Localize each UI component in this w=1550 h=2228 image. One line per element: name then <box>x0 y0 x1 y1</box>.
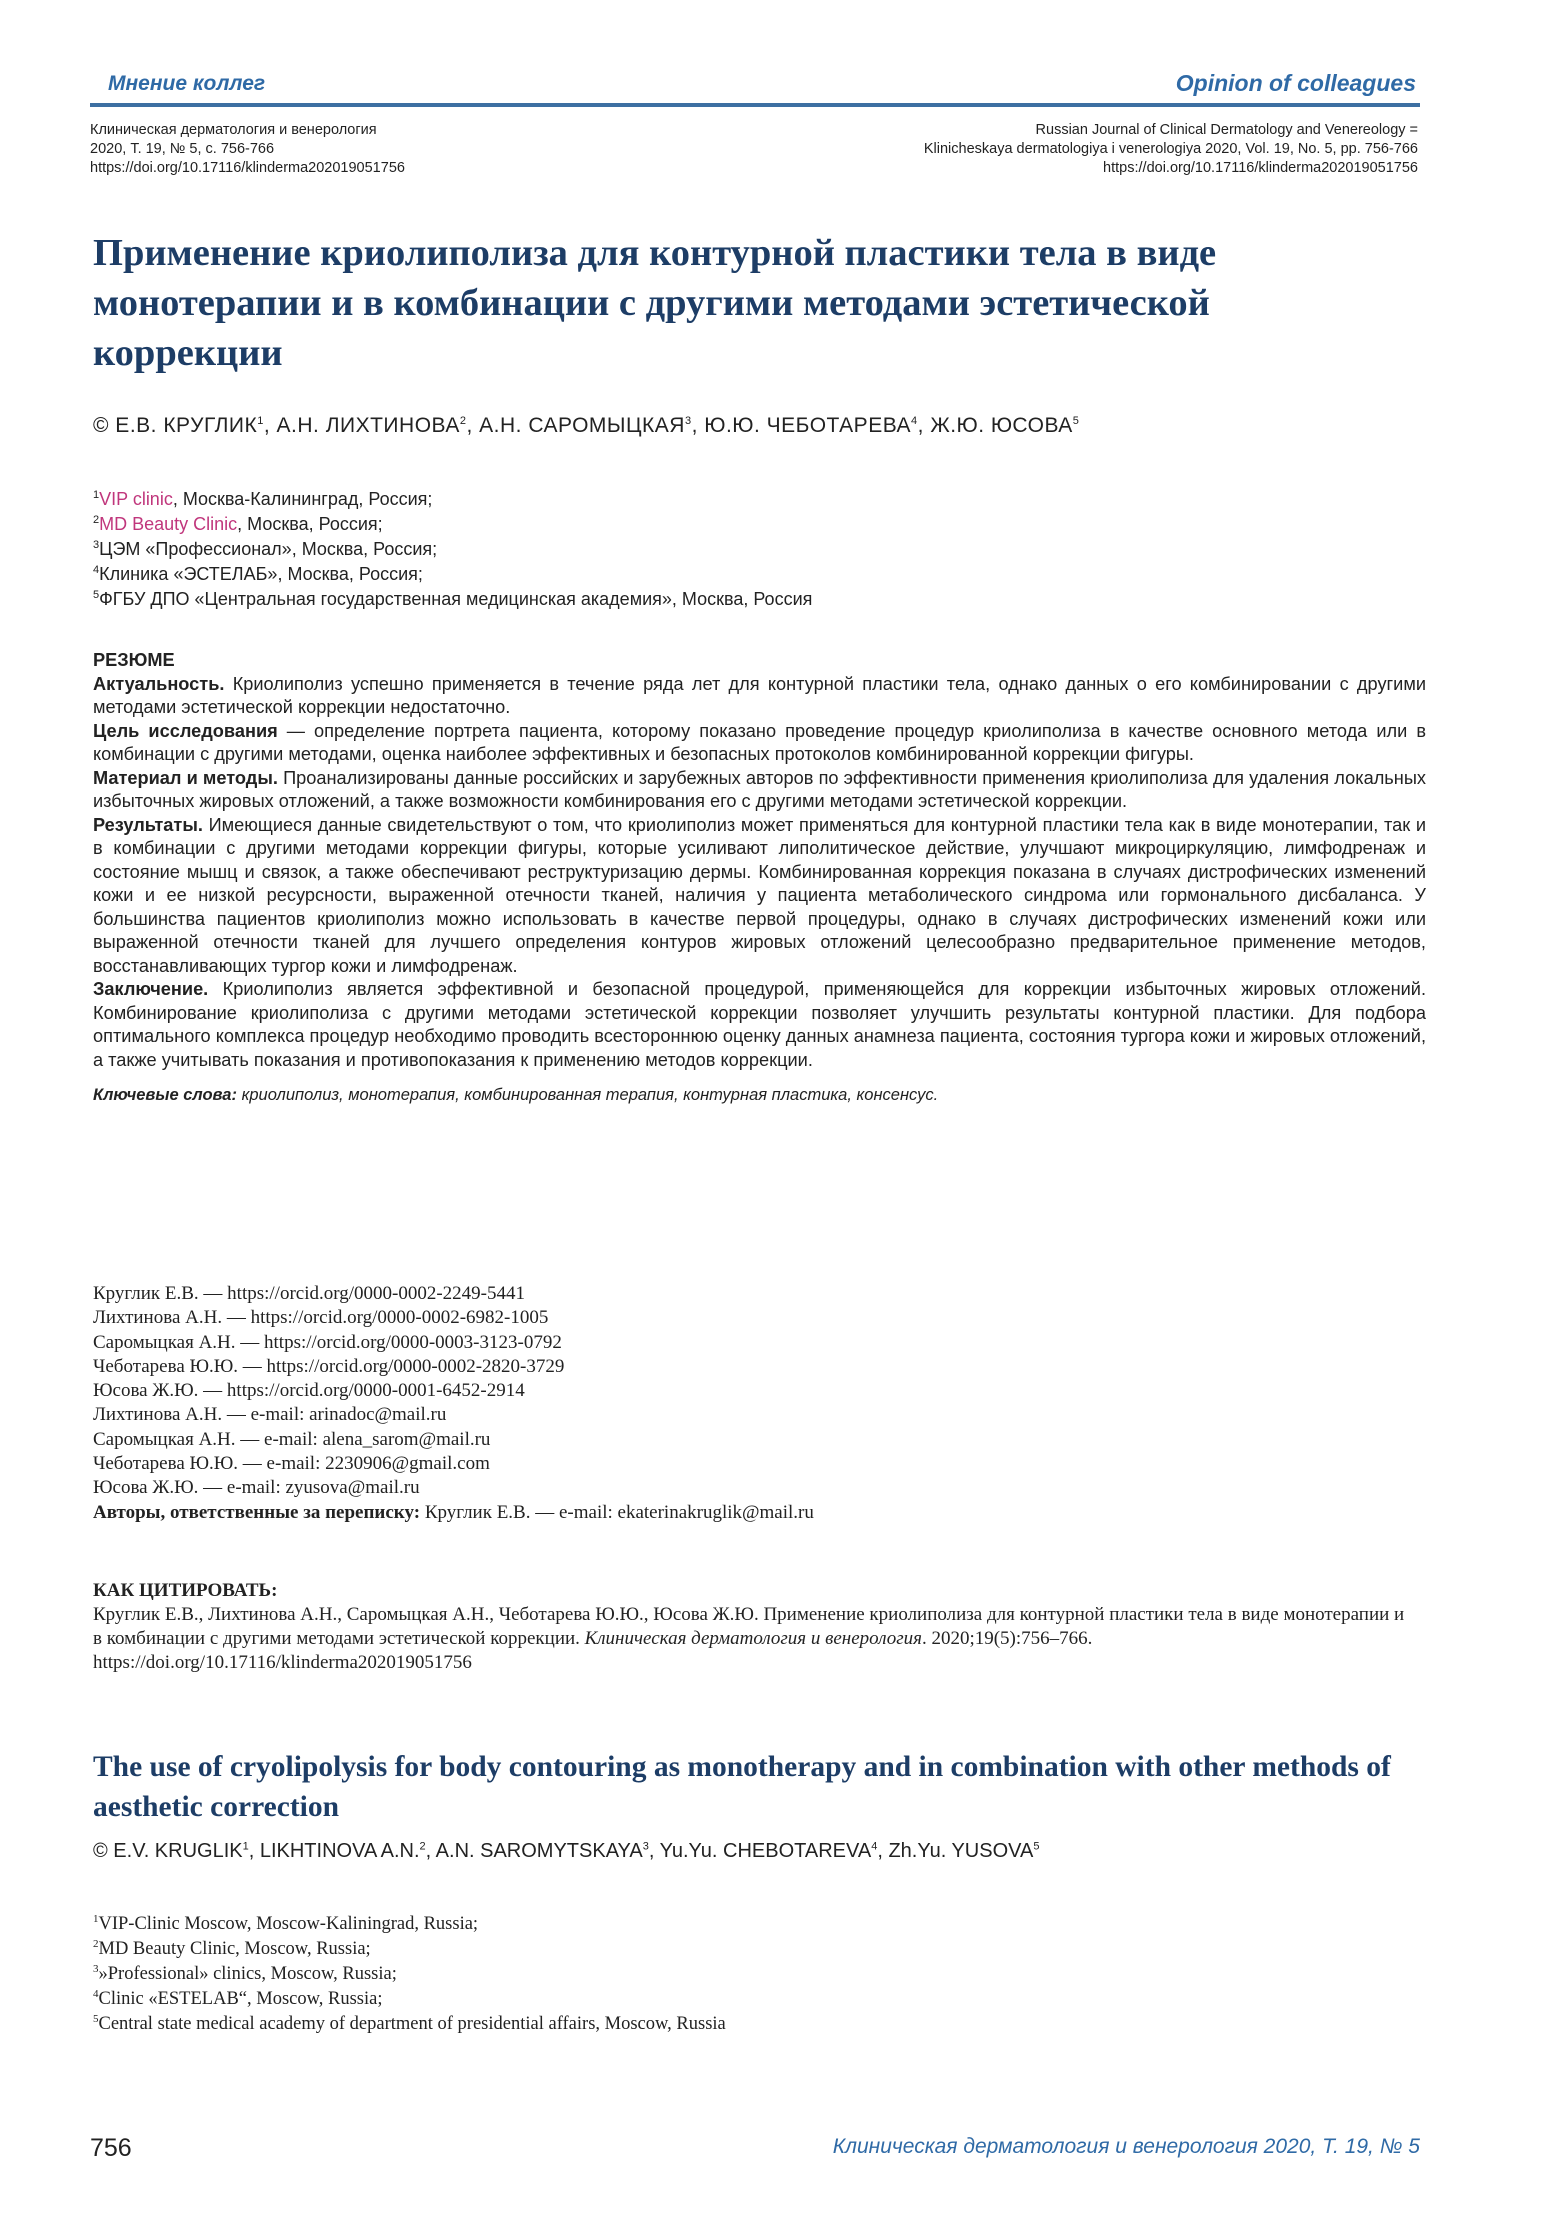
journal-meta-en <box>924 121 1418 178</box>
section-label: Мнение коллег <box>108 72 266 95</box>
authors-en: © E.V. KRUGLIK$^1$, LIKHTINOVA A.N.$^2$, A.N. SAROMYTSKAYA$^3$, Yu.Yu. CHEBOTAREVA$^4$, Zh.Yu. YUSOVA$^5$ <box>93 1840 1040 1862</box>
doi-link-ru[interactable]: https://doi.org/10.17116/klinderma202019051756 <box>90 160 405 176</box>
author-name: , Yu.Yu. CHEBOTAREVA <box>648 1840 872 1862</box>
article-title-en: The use of cryolipolysis for body contouring as monotherapy and in combination with other methods of aesthetic correction <box>93 1751 1391 1823</box>
author-name: , Ж.Ю. ЮСОВА <box>917 414 1073 437</box>
affiliation-item: $^1$VIP clinic, Москва-Калининград, Россия; <box>93 489 433 509</box>
author-name: , А.Н. ЛИХТИНОВА <box>263 414 460 437</box>
issue-info-en: Klinicheskaya dermatologiya i venerologiya 2020, Vol. 19, No. 5, pp. 756-766 <box>923 141 1418 157</box>
how-to-cite <box>93 1579 1413 1675</box>
citation-text: Круглик Е.В., Лихтинова А.Н., Саромыцкая А.Н., Чеботарева Ю.Ю., Юсова Ж.Ю. Применение криолиполиза для контурной пластики тела в виде монотерапии и в комбинации с другими методами эстетической коррекции. Клиническая дерматология и венерология. 2020;19(5):756–766. https://doi.org/10.17116/klinderma202019051756 <box>93 1604 1405 1673</box>
affiliations-ru <box>93 487 812 612</box>
abstract-conclusion: Заключение. Криолиполиз является эффективной и безопасной процедурой, применяющейся для коррекции избыточных жировых отложений. Комбинирование криолиполиза с другими методами эстетической коррекции позволяет улучшить результаты контурной пластики. Для подбора оптимального комплекса процедур необходимо проводить всестороннюю оценку данных анамнеза пациента, состояния тургора кожи и жировых отложений, а также учитывать показания и противопоказания к применению методов коррекции. <box>93 979 1426 1070</box>
author-name: , A.N. SAROMYTSKAYA <box>425 1840 643 1862</box>
page-number: 756 <box>90 2134 132 2162</box>
orcid-line[interactable]: Круглик Е.В. — https://orcid.org/0000-0002-2249-5441 <box>93 1283 525 1304</box>
author-affil-num: 4 <box>911 415 918 427</box>
affiliations-en <box>93 1912 726 2037</box>
email-line[interactable]: Юсова Ж.Ю. — e-mail: zyusova@mail.ru <box>93 1477 420 1499</box>
abstract-heading: РЕЗЮМЕ <box>93 650 175 670</box>
affiliation-item: $^4$Клиника «ЭСТЕЛАБ», Москва, Россия; <box>93 564 423 584</box>
affiliation-item: $^5$Central state medical academy of department of presidential affairs, Moscow, Russia <box>93 2012 726 2034</box>
author-affil-num: 1 <box>257 415 264 427</box>
orcid-line[interactable]: Чеботарева Ю.Ю. — https://orcid.org/0000-0002-2820-3729 <box>93 1355 565 1377</box>
section-label-en: Opinion of colleagues <box>1175 70 1416 96</box>
authors-ru <box>93 414 1079 438</box>
abstract-methods: Материал и методы. Проанализированы данные российских и зарубежных авторов по эффективности применения криолиполиза для удаления локальных избыточных жировых отложений, а также возможности комбинирования его с другими методами эстетической коррекции. <box>93 767 1426 811</box>
journal-name-ru: Клиническая дерматология и венерология <box>90 122 377 138</box>
author-contacts <box>93 1282 814 1525</box>
affiliation-item: $^3$ЦЭМ «Профессионал», Москва, Россия; <box>93 539 438 559</box>
doi-link-en[interactable]: https://doi.org/10.17116/klinderma202019051756 <box>1103 160 1418 176</box>
abstract <box>93 649 1426 1108</box>
affiliation-item: $^5$ФГБУ ДПО «Центральная государственная медицинская академия», Москва, Россия <box>93 589 813 609</box>
affiliation-item: $^2$MD Beauty Clinic, Москва, Россия; <box>93 514 383 534</box>
affiliation-item: $^1$VIP-Clinic Moscow, Moscow-Kaliningrad, Russia; <box>93 1912 479 1934</box>
article-title-ru: Применение криолиполиза для контурной пластики тела в виде монотерапии и в комбинации с другими методами эстетической коррекции <box>93 232 1217 374</box>
orcid-line[interactable]: Саромыцкая А.Н. — https://orcid.org/0000-0003-3123-0792 <box>93 1331 562 1353</box>
cite-heading: КАК ЦИТИРОВАТЬ: <box>93 1580 278 1601</box>
affiliation-item: $^3$»Professional» clinics, Moscow, Russia; <box>93 1962 397 1984</box>
author-name: , LIKHTINOVA A.N. <box>248 1840 420 1862</box>
header-rule <box>90 103 1420 107</box>
author-name: , Ю.Ю. ЧЕБОТАРЕВА <box>691 414 912 437</box>
author-affil-num: 3 <box>684 415 692 427</box>
author-name: , Zh.Yu. YUSOVA <box>877 1840 1034 1862</box>
issue-info-ru: 2020, Т. 19, № 5, с. 756-766 <box>90 141 275 157</box>
author-affil-num: 5 <box>1072 415 1080 427</box>
journal-name-en: Russian Journal of Clinical Dermatology and Venereology = <box>1035 122 1418 138</box>
affiliation-item: $^4$Clinic «ESTELAB“, Moscow, Russia; <box>93 1987 383 2009</box>
email-line[interactable]: Саромыцкая А.Н. — e-mail: alena_sarom@mail.ru <box>93 1428 491 1450</box>
journal-meta-ru <box>90 121 405 178</box>
abstract-objective: Цель исследования — определение портрета пациента, которому показано проведение процедур криолиполиза в качестве основного метода или в комбинации с другими методами, оценка наиболее эффективных и безопасных протоколов комбинированной коррекции фигуры. <box>93 720 1426 764</box>
email-line[interactable]: Лихтинова А.Н. — e-mail: arinadoc@mail.ru <box>93 1404 447 1426</box>
keywords: Ключевые слова: криолиполиз, монотерапия, комбинированная терапия, контурная пластика, консенсус. <box>93 1086 939 1104</box>
abstract-results: Результаты. Имеющиеся данные свидетельствуют о том, что криолиполиз может применяться для контурной пластики тела как в виде монотерапии, так и в комбинации с другими методами коррекции фигуры, которые усиливают липолитическое действие, улучшают микроциркуляцию, лимфодренаж и состояние мышц и связок, а также обеспечивают реструктуризацию дермы. Комбинированная коррекция показана в случаях дистрофических изменений кожи и ее низкой ресурсности, выраженной отечности тканей, наличия у пациента метаболического синдрома или гормонального дисбаланса. У большинства пациентов криолиполиз можно использовать в качестве первой процедуры, однако в случаях дистрофических изменений кожи или выраженной отечности тканей для лучшего определения контуров жировых отложений целесообразно предварительное применение методов, восстанавливающих тургор кожи и лимфодренаж. <box>93 814 1426 976</box>
abstract-relevance: Актуальность. Криолиполиз успешно применяется в течение ряда лет для контурной пластики тела, однако данных о его комбинировании с другими методами эстетической коррекции недостаточно. <box>93 673 1426 717</box>
orcid-line[interactable]: Лихтинова А.Н. — https://orcid.org/0000-0002-6982-1005 <box>93 1307 549 1329</box>
author-name: , А.Н. САРОМЫЦКАЯ <box>466 414 685 437</box>
affiliation-item: $^2$MD Beauty Clinic, Moscow, Russia; <box>93 1937 371 1959</box>
author-name: © E.V. KRUGLIK <box>93 1840 243 1862</box>
author-affil-num: 2 <box>459 415 467 427</box>
email-line[interactable]: Чеботарева Ю.Ю. — e-mail: 2230906@gmail.com <box>93 1453 490 1475</box>
orcid-line[interactable]: Юсова Ж.Ю. — https://orcid.org/0000-0001-6452-2914 <box>93 1380 525 1402</box>
footer-journal: Клиническая дерматология и венерология 2020, Т. 19, № 5 <box>832 2135 1420 2158</box>
corresponding-author: Авторы, ответственные за переписку: Круглик Е.В. — e-mail: ekaterinakruglik@mail.ru <box>93 1501 814 1523</box>
author-name: © Е.В. КРУГЛИК <box>93 414 258 437</box>
